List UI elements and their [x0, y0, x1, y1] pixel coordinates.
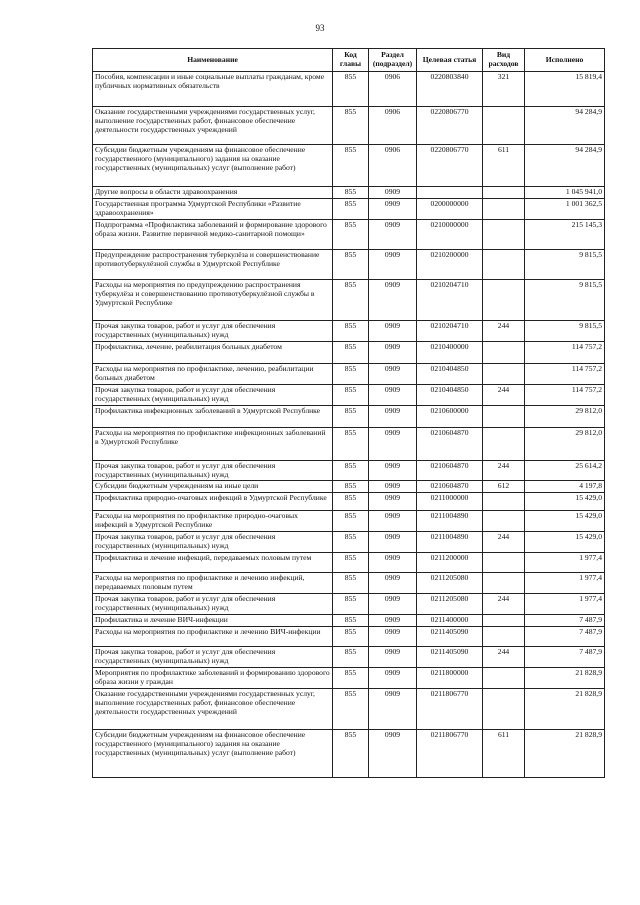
cell-name: Прочая закупка товаров, работ и услуг для обеспечения государственных (муниципальных) нужд — [93, 384, 333, 405]
cell-target-article: 0211405090 — [417, 627, 483, 647]
table-row — [93, 532, 605, 553]
cell-target-article: 0220803840 — [417, 72, 483, 107]
cell-section: 0909 — [369, 187, 417, 199]
cell-chapter-code: 855 — [333, 481, 369, 493]
cell-expense-type — [483, 198, 525, 219]
cell-executed: 25 614,2 — [525, 460, 605, 481]
cell-section: 0909 — [369, 384, 417, 405]
cell-name: Предупреждение распространения туберкулёза и совершенствование противотуберкулёзной службы в Удмуртской Республике — [93, 249, 333, 279]
cell-section: 0909 — [369, 511, 417, 532]
table-row — [93, 511, 605, 532]
cell-name: Субсидии бюджетным учреждениям на иные цели — [93, 481, 333, 493]
header-expense-type: Вид расходов — [483, 49, 525, 72]
cell-chapter-code: 855 — [333, 627, 369, 647]
cell-name: Расходы на мероприятия по профилактике инфекционных заболеваний в Удмуртской Республике — [93, 427, 333, 460]
cell-section: 0909 — [369, 615, 417, 627]
cell-name: Расходы на мероприятия по профилактике и лечению инфекций, передаваемых половым путем — [93, 573, 333, 594]
cell-target-article: 0211405090 — [417, 647, 483, 668]
cell-name: Прочая закупка товаров, работ и услуг для обеспечения государственных (муниципальных) нужд — [93, 532, 333, 553]
cell-chapter-code: 855 — [333, 384, 369, 405]
table-row — [93, 627, 605, 647]
cell-section: 0909 — [369, 219, 417, 249]
cell-executed: 9 815,5 — [525, 320, 605, 341]
cell-name: Профилактика, лечение, реабилитация больных диабетом — [93, 341, 333, 363]
cell-expense-type — [483, 427, 525, 460]
cell-expense-type: 244 — [483, 532, 525, 553]
cell-executed: 9 815,5 — [525, 249, 605, 279]
cell-chapter-code: 855 — [333, 145, 369, 187]
header-chapter-code: Код главы — [333, 49, 369, 72]
cell-name: Расходы на мероприятия по предупреждению распространения туберкулёза и совершенствованию противотуберкулёзной службы в Удмуртской Республике — [93, 279, 333, 320]
cell-chapter-code: 855 — [333, 647, 369, 668]
cell-target-article — [417, 187, 483, 199]
cell-expense-type — [483, 107, 525, 145]
table-row — [93, 615, 605, 627]
cell-executed: 21 828,9 — [525, 667, 605, 688]
cell-executed: 15 819,4 — [525, 72, 605, 107]
header-target-article: Целевая статья — [417, 49, 483, 72]
cell-name: Подпрограмма «Профилактика заболеваний и формирование здорового образа жизни. Развитие первичной медико-санитарной помощи» — [93, 219, 333, 249]
cell-expense-type: 244 — [483, 594, 525, 615]
cell-executed: 15 429,0 — [525, 493, 605, 511]
cell-chapter-code: 855 — [333, 553, 369, 573]
cell-section: 0909 — [369, 573, 417, 594]
cell-chapter-code: 855 — [333, 615, 369, 627]
table-row — [93, 427, 605, 460]
table-row — [93, 219, 605, 249]
table-row — [93, 279, 605, 320]
cell-executed: 15 429,0 — [525, 511, 605, 532]
cell-name: Прочая закупка товаров, работ и услуг для обеспечения государственных (муниципальных) нужд — [93, 594, 333, 615]
cell-name: Профилактика и лечение ВИЧ-инфекции — [93, 615, 333, 627]
cell-section: 0909 — [369, 688, 417, 729]
cell-section: 0909 — [369, 363, 417, 384]
cell-target-article: 0211400000 — [417, 615, 483, 627]
cell-section: 0909 — [369, 198, 417, 219]
table-row — [93, 460, 605, 481]
cell-chapter-code: 855 — [333, 573, 369, 594]
cell-target-article: 0220806770 — [417, 107, 483, 145]
cell-section: 0909 — [369, 627, 417, 647]
table-row — [93, 405, 605, 427]
cell-section: 0909 — [369, 532, 417, 553]
header-executed: Исполнено — [525, 49, 605, 72]
cell-chapter-code: 855 — [333, 511, 369, 532]
cell-target-article: 0211800000 — [417, 667, 483, 688]
cell-target-article: 0210204710 — [417, 279, 483, 320]
cell-section: 0906 — [369, 145, 417, 187]
cell-expense-type: 244 — [483, 320, 525, 341]
cell-expense-type — [483, 363, 525, 384]
cell-expense-type: 321 — [483, 72, 525, 107]
table-row — [93, 198, 605, 219]
cell-section: 0909 — [369, 481, 417, 493]
cell-name: Субсидии бюджетным учреждениям на финансовое обеспечение государственного (муниципального) задания на оказание государственных (муниципальных) услуг (выполнение работ) — [93, 145, 333, 187]
cell-expense-type: 611 — [483, 145, 525, 187]
cell-section: 0909 — [369, 279, 417, 320]
cell-target-article: 0211200000 — [417, 553, 483, 573]
cell-target-article: 0210604870 — [417, 427, 483, 460]
table-row — [93, 688, 605, 729]
cell-target-article: 0211806770 — [417, 729, 483, 777]
cell-target-article: 0220806770 — [417, 145, 483, 187]
cell-name: Прочая закупка товаров, работ и услуг для обеспечения государственных (муниципальных) нужд — [93, 460, 333, 481]
cell-executed: 7 487,9 — [525, 627, 605, 647]
cell-section: 0909 — [369, 249, 417, 279]
cell-expense-type — [483, 341, 525, 363]
cell-executed: 114 757,2 — [525, 363, 605, 384]
table-row — [93, 249, 605, 279]
cell-executed: 29 812,0 — [525, 405, 605, 427]
cell-expense-type — [483, 405, 525, 427]
cell-executed: 1 001 362,5 — [525, 198, 605, 219]
page-number: 93 — [315, 23, 325, 33]
cell-chapter-code: 855 — [333, 72, 369, 107]
cell-chapter-code: 855 — [333, 363, 369, 384]
cell-name: Профилактика инфекционных заболеваний в Удмуртской Республике — [93, 405, 333, 427]
table-row — [93, 187, 605, 199]
cell-expense-type — [483, 667, 525, 688]
cell-expense-type — [483, 553, 525, 573]
cell-section: 0909 — [369, 427, 417, 460]
cell-executed: 215 145,3 — [525, 219, 605, 249]
table-row — [93, 553, 605, 573]
cell-executed: 9 815,5 — [525, 279, 605, 320]
cell-target-article: 0211000000 — [417, 493, 483, 511]
cell-section: 0909 — [369, 341, 417, 363]
cell-expense-type — [483, 615, 525, 627]
table-row — [93, 667, 605, 688]
cell-target-article: 0200000000 — [417, 198, 483, 219]
cell-chapter-code: 855 — [333, 532, 369, 553]
header-name: Наименование — [93, 49, 333, 72]
cell-chapter-code: 855 — [333, 460, 369, 481]
cell-section: 0909 — [369, 460, 417, 481]
table-row — [93, 107, 605, 145]
cell-name: Профилактика природно-очаговых инфекций в Удмуртской Республике — [93, 493, 333, 511]
cell-chapter-code: 855 — [333, 667, 369, 688]
cell-expense-type — [483, 688, 525, 729]
table-row — [93, 729, 605, 777]
table-row — [93, 481, 605, 493]
cell-expense-type — [483, 511, 525, 532]
cell-section: 0906 — [369, 107, 417, 145]
cell-expense-type — [483, 219, 525, 249]
cell-target-article: 0210604870 — [417, 460, 483, 481]
cell-section: 0909 — [369, 667, 417, 688]
cell-chapter-code: 855 — [333, 249, 369, 279]
cell-chapter-code: 855 — [333, 198, 369, 219]
cell-chapter-code: 855 — [333, 279, 369, 320]
cell-expense-type: 244 — [483, 460, 525, 481]
cell-section: 0909 — [369, 553, 417, 573]
cell-executed: 7 487,9 — [525, 615, 605, 627]
table-row — [93, 320, 605, 341]
cell-name: Прочая закупка товаров, работ и услуг для обеспечения государственных (муниципальных) нужд — [93, 647, 333, 668]
cell-name: Расходы на мероприятия по профилактике природно-очаговых инфекций в Удмуртской Республике — [93, 511, 333, 532]
header-section: Раздел (подраздел) — [369, 49, 417, 72]
cell-target-article: 0210404850 — [417, 363, 483, 384]
cell-executed: 21 828,9 — [525, 729, 605, 777]
cell-section: 0906 — [369, 72, 417, 107]
cell-target-article: 0211004890 — [417, 532, 483, 553]
cell-executed: 1 045 941,0 — [525, 187, 605, 199]
table-row — [93, 493, 605, 511]
cell-name: Оказание государственными учреждениями государственных услуг, выполнение государственных работ, финансовое обеспечение деятельности государственных учреждений — [93, 688, 333, 729]
cell-executed: 1 977,4 — [525, 594, 605, 615]
cell-section: 0909 — [369, 320, 417, 341]
cell-executed: 1 977,4 — [525, 573, 605, 594]
cell-chapter-code: 855 — [333, 493, 369, 511]
cell-expense-type — [483, 493, 525, 511]
table-row — [93, 341, 605, 363]
cell-section: 0909 — [369, 594, 417, 615]
cell-chapter-code: 855 — [333, 688, 369, 729]
cell-target-article: 0210600000 — [417, 405, 483, 427]
cell-target-article: 0210204710 — [417, 320, 483, 341]
table-row — [93, 145, 605, 187]
cell-expense-type: 244 — [483, 647, 525, 668]
cell-target-article: 0210400000 — [417, 341, 483, 363]
cell-name: Другие вопросы в области здравоохранения — [93, 187, 333, 199]
cell-name: Оказание государственными учреждениями государственных услуг, выполнение государственных работ, финансовое обеспечение деятельности государственных учреждений — [93, 107, 333, 145]
cell-executed: 94 284,9 — [525, 107, 605, 145]
cell-chapter-code: 855 — [333, 594, 369, 615]
cell-executed: 21 828,9 — [525, 688, 605, 729]
cell-executed: 94 284,9 — [525, 145, 605, 187]
cell-chapter-code: 855 — [333, 729, 369, 777]
cell-name: Субсидии бюджетным учреждениям на финансовое обеспечение государственного (муниципального) задания на оказание государственных (муниципальных) услуг (выполнение работ) — [93, 729, 333, 777]
cell-expense-type: 244 — [483, 384, 525, 405]
budget-table — [92, 48, 605, 778]
cell-section: 0909 — [369, 405, 417, 427]
table-row — [93, 363, 605, 384]
cell-chapter-code: 855 — [333, 341, 369, 363]
cell-expense-type — [483, 627, 525, 647]
cell-target-article: 0211004890 — [417, 511, 483, 532]
cell-target-article: 0211205080 — [417, 594, 483, 615]
cell-target-article: 0211806770 — [417, 688, 483, 729]
table-row — [93, 573, 605, 594]
cell-name: Пособия, компенсации и иные социальные выплаты гражданам, кроме публичных нормативных обязательств — [93, 72, 333, 107]
cell-name: Мероприятия по профилактике заболеваний и формированию здорового образа жизни у граждан — [93, 667, 333, 688]
table-row — [93, 594, 605, 615]
cell-section: 0909 — [369, 493, 417, 511]
cell-chapter-code: 855 — [333, 427, 369, 460]
cell-name: Расходы на мероприятия по профилактике и лечению ВИЧ-инфекции — [93, 627, 333, 647]
cell-executed: 4 197,8 — [525, 481, 605, 493]
cell-chapter-code: 855 — [333, 107, 369, 145]
cell-expense-type: 612 — [483, 481, 525, 493]
cell-target-article: 0210000000 — [417, 219, 483, 249]
cell-expense-type: 611 — [483, 729, 525, 777]
cell-executed: 114 757,2 — [525, 341, 605, 363]
cell-target-article: 0211205080 — [417, 573, 483, 594]
cell-target-article: 0210404850 — [417, 384, 483, 405]
cell-target-article: 0210200000 — [417, 249, 483, 279]
cell-name: Расходы на мероприятия по профилактике, лечению, реабилитации больных диабетом — [93, 363, 333, 384]
table-row — [93, 384, 605, 405]
cell-target-article: 0210604870 — [417, 481, 483, 493]
cell-executed: 1 977,4 — [525, 553, 605, 573]
cell-chapter-code: 855 — [333, 405, 369, 427]
cell-executed: 114 757,2 — [525, 384, 605, 405]
cell-expense-type — [483, 573, 525, 594]
cell-name: Государственная программа Удмуртской Республики «Развитие здравоохранения» — [93, 198, 333, 219]
cell-section: 0909 — [369, 729, 417, 777]
cell-chapter-code: 855 — [333, 187, 369, 199]
cell-section: 0909 — [369, 647, 417, 668]
cell-chapter-code: 855 — [333, 219, 369, 249]
cell-expense-type — [483, 279, 525, 320]
table-row — [93, 72, 605, 107]
table-row — [93, 647, 605, 668]
cell-executed: 15 429,0 — [525, 532, 605, 553]
cell-expense-type — [483, 249, 525, 279]
cell-expense-type — [483, 187, 525, 199]
cell-executed: 7 487,9 — [525, 647, 605, 668]
cell-name: Профилактика и лечение инфекций, передаваемых половым путем — [93, 553, 333, 573]
table-header-row — [93, 49, 605, 72]
cell-executed: 29 812,0 — [525, 427, 605, 460]
cell-chapter-code: 855 — [333, 320, 369, 341]
cell-name: Прочая закупка товаров, работ и услуг для обеспечения государственных (муниципальных) нужд — [93, 320, 333, 341]
